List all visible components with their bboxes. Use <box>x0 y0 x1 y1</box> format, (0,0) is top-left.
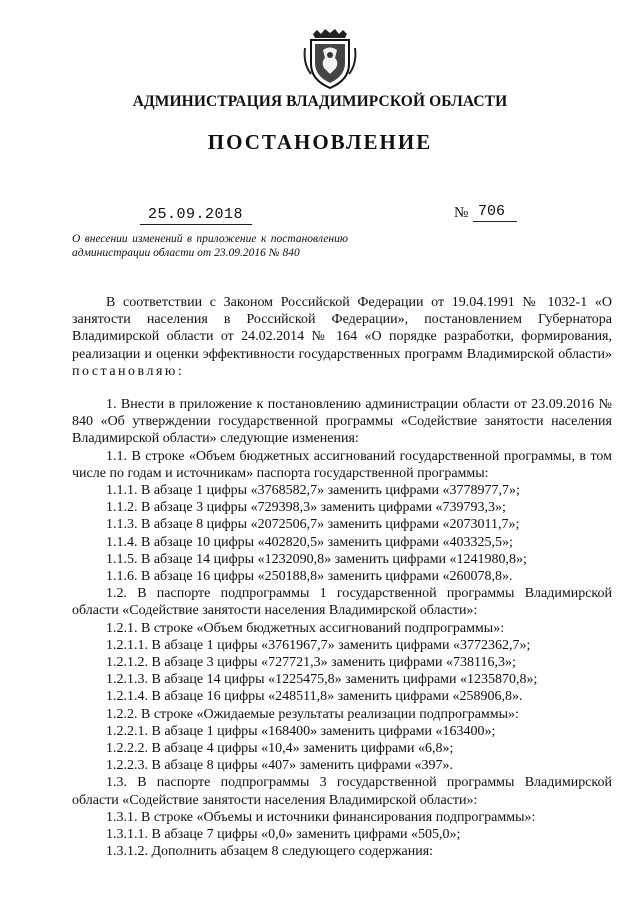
preamble-verb: постановляю: <box>72 363 185 379</box>
item-1-3-1: 1.3.1. В строке «Объемы и источники финансирования подпрограммы»: <box>106 809 536 825</box>
date-underline <box>140 224 252 225</box>
preamble-paragraph <box>72 294 612 380</box>
item-1-3: 1.3. В паспорте подпрограммы 3 государственной программы Владимирской области «Содействие занятости населения Владимирской области»: <box>72 775 612 808</box>
item-1-2-1-2: 1.2.1.2. В абзаце 3 цифры «727721,3» заменить цифрами «738116,3»; <box>106 655 516 671</box>
item-1-1-3: 1.1.3. В абзаце 8 цифры «2072506,7» заменить цифрами «2073011,7»; <box>106 517 520 533</box>
document-subject: О внесении изменений в приложение к постановлению администрации области от 23.09.2016 № 840 <box>72 233 348 259</box>
item-1-2-1-4: 1.2.1.4. В абзаце 16 цифры «248511,8» заменить цифрами «258906,8». <box>106 689 523 705</box>
item-1-2-1: 1.2.1. В строке «Объем бюджетных ассигнований подпрограммы»: <box>106 620 505 636</box>
item-1-2-1-3: 1.2.1.3. В абзаце 14 цифры «1225475,8» заменить цифрами «1235870,8»; <box>106 672 538 688</box>
item-1-3-1-1: 1.3.1.1. В абзаце 7 цифры «0,0» заменить цифрами «505,0»; <box>106 827 461 843</box>
preamble-text: В соответствии с Законом Российской Федерации от 19.04.1991 № 1032-1 «О занятости населения в Российской Федерации», постановлением Губернатора Владимирской области от 24.02.2014 № 164 «О порядке разработки, формирования, реализации и оценки эффективности государственных программ Владимирской области» <box>72 295 612 362</box>
item-1-2-1-1: 1.2.1.1. В абзаце 1 цифры «3761967,7» заменить цифрами «3772362,7»; <box>106 637 531 653</box>
item-1-2: 1.2. В паспорте подпрограммы 1 государственной программы Владимирской области «Содействие занятости населения Владимирской области»: <box>72 586 612 619</box>
item-1-1: 1.1. В строке «Объем бюджетных ассигнований государственной программы, в том числе по годам и источникам» паспорта государственной программы: <box>72 448 612 481</box>
item-1-1-4: 1.1.4. В абзаце 10 цифры «402820,5» заменить цифрами «403325,5»; <box>106 534 513 550</box>
item-1-2-2-1: 1.2.2.1. В абзаце 1 цифры «168400» заменить цифрами «163400»; <box>106 723 496 739</box>
number-sign: № <box>454 205 469 221</box>
item-1-1-1: 1.1.1. В абзаце 1 цифры «3768582,7» заменить цифрами «3778977,7»; <box>106 483 520 499</box>
number-underline <box>473 221 517 222</box>
item-1: 1. Внести в приложение к постановлению администрации области от 23.09.2016 № 840 «Об утверждении государственной программы «Содействие занятости населения Владимирской области» следующие изменения: <box>72 397 612 447</box>
item-1-2-2: 1.2.2. В строке «Ожидаемые результаты реализации подпрограммы»: <box>106 706 519 722</box>
item-1-3-1-2: 1.3.1.2. Дополнить абзацем 8 следующего содержания: <box>106 844 434 860</box>
organization-name: АДМИНИСТРАЦИЯ ВЛАДИМИРСКОЙ ОБЛАСТИ <box>132 93 508 110</box>
document-type-title: ПОСТАНОВЛЕНИЕ <box>207 130 433 154</box>
document-body <box>72 294 612 861</box>
item-1-1-5: 1.1.5. В абзаце 14 цифры «1232090,8» заменить цифрами «1241980,8»; <box>106 551 527 567</box>
coat-of-arms-emblem <box>303 28 357 90</box>
item-1-2-2-3: 1.2.2.3. В абзаце 8 цифры «407» заменить цифрами «397». <box>106 758 454 774</box>
document-number: 706 <box>478 203 506 220</box>
item-1-2-2-2: 1.2.2.2. В абзаце 4 цифры «10,4» заменить цифрами «6,8»; <box>106 741 454 757</box>
item-1-1-6: 1.1.6. В абзаце 16 цифры «250188,8» заменить цифрами «260078,8». <box>106 569 513 585</box>
document-date: 25.09.2018 <box>148 206 244 223</box>
item-1-1-2: 1.1.2. В абзаце 3 цифры «729398,3» заменить цифрами «739793,3»; <box>106 500 506 516</box>
